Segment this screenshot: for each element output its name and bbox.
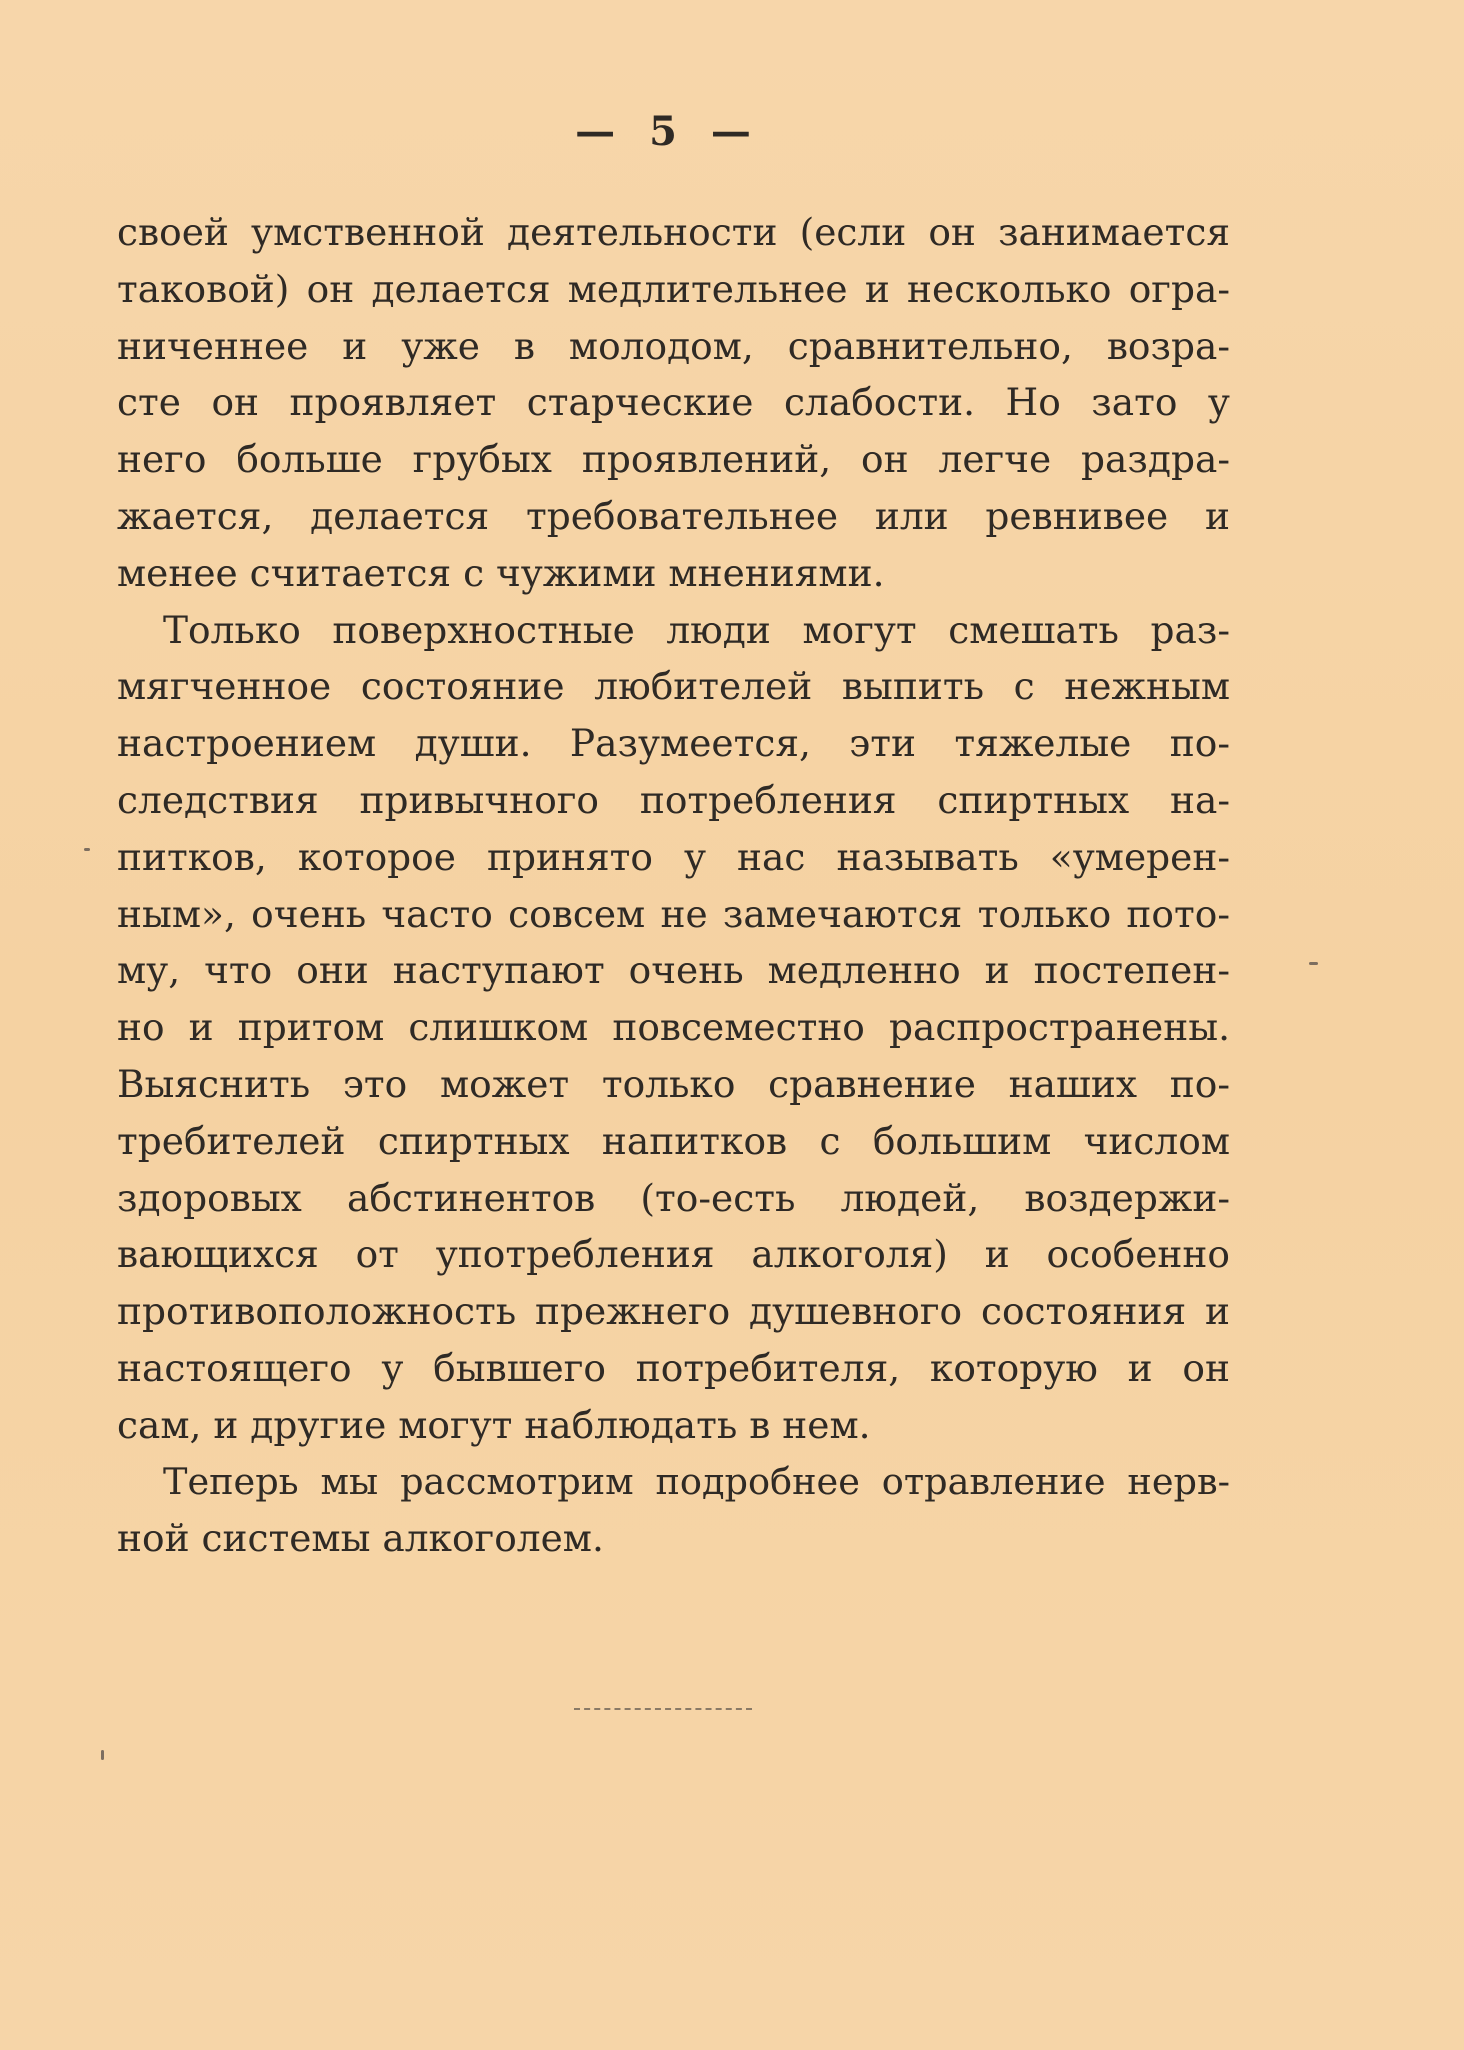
text-line: него больше грубых проявлений, он легче раздра- xyxy=(117,437,1230,482)
text-line: вающихся от употребления алкоголя) и особенно xyxy=(117,1232,1230,1277)
text-line: здоровых абстинентов (то-есть людей, воздержи- xyxy=(117,1175,1230,1220)
paper-speck xyxy=(84,848,90,851)
text-line: настоящего у бывшего потребителя, которую и он xyxy=(117,1345,1230,1390)
text-line: жается, делается требовательнее или ревнивее и xyxy=(117,493,1230,538)
text-line: Теперь мы рассмотрим подробнее отравление нерв- xyxy=(163,1459,1230,1503)
text-line: ной системы алкоголем. xyxy=(117,1516,604,1561)
text-line: сте он проявляет старческие слабости. Но зато у xyxy=(117,380,1230,425)
text-line: питков, которое принято у нас называть «умерен- xyxy=(117,834,1230,879)
text-line: настроением души. Разумеется, эти тяжелые по- xyxy=(117,721,1230,766)
text-line: но и притом слишком повсеместно распространены. xyxy=(117,1005,1230,1050)
text-line: своей умственной деятельности (если он занимается xyxy=(117,210,1230,254)
paper-speck xyxy=(101,1750,104,1760)
text-line: мягченное состояние любителей выпить с нежным xyxy=(117,664,1230,709)
text-line: Выяснить это может только сравнение наших по- xyxy=(117,1061,1230,1106)
text-line: следствия привычного потребления спиртных на- xyxy=(117,777,1230,822)
text-line: таковой) он делается медлительнее и несколько огра- xyxy=(117,266,1230,311)
text-line: ным», очень часто совсем не замечаются только пото- xyxy=(117,891,1230,936)
section-divider xyxy=(574,1708,752,1710)
text-line: противоположность прежнего душевного состояния и xyxy=(117,1289,1230,1334)
paper-speck xyxy=(1309,962,1318,965)
page-number: — 5 — xyxy=(575,108,761,155)
text-line: требителей спиртных напитков с большим числом xyxy=(117,1118,1230,1163)
text-line: ниченнее и уже в молодом, сравнительно, возра- xyxy=(117,323,1230,368)
text-line: му, что они наступают очень медленно и постепен- xyxy=(117,948,1230,993)
text-line: сам, и другие могут наблюдать в нем. xyxy=(117,1402,871,1447)
text-line: менее считается с чужими мнениями. xyxy=(117,550,885,595)
body-text xyxy=(117,204,1230,1567)
text-line: Только поверхностные люди могут смешать раз- xyxy=(163,607,1230,652)
